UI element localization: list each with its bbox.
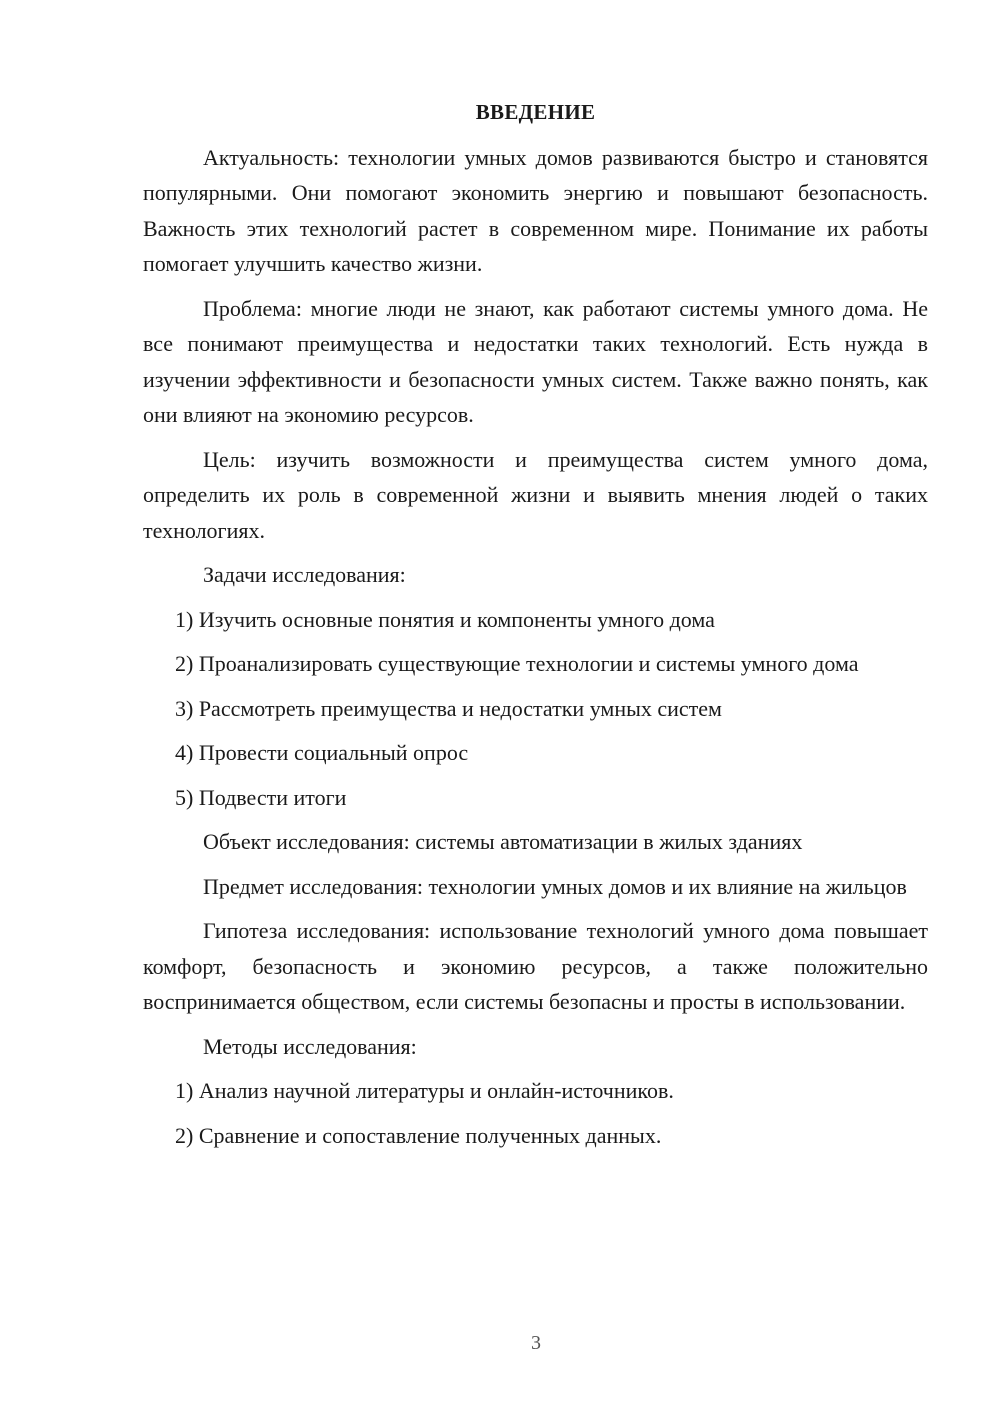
page-number: 3 [531,1332,541,1354]
object-paragraph: Объект исследования: системы автоматизации в жилых зданиях [203,829,803,854]
task-item: 2) Проанализировать существующие технологии и системы умного дома [175,651,859,676]
task-item: 1) Изучить основные понятия и компоненты умного дома [175,606,715,632]
document-page [143,95,928,1162]
method-item: 2) Сравнение и сопоставление полученных данных. [175,1122,662,1148]
section-title: ВВЕДЕНИЕ [475,100,596,124]
task-item: 5) Подвести итоги [175,784,347,810]
tasks-heading: Задачи исследования: [203,562,406,587]
goal-paragraph: Цель: изучить возможности и преимущества систем умного дома, определить их роль в современной жизни и выявить мнения людей о таких технологиях. [143,446,928,543]
subject-paragraph: Предмет исследования: технологии умных домов и их влияние на жильцов [203,873,907,899]
methods-heading: Методы исследования: [203,1033,417,1059]
hypothesis-paragraph: Гипотеза исследования: использование технологий умного дома повышает комфорт, безопасность и экономию ресурсов, а также положительно воспринимается обществом, если системы безопасны и просты в использовании. [143,918,928,1014]
task-item: 4) Провести социальный опрос [175,740,469,765]
task-item: 3) Рассмотреть преимущества и недостатки умных систем [175,695,722,721]
method-item: 1) Анализ научной литературы и онлайн-источников. [175,1078,674,1103]
problem-paragraph: Проблема: многие люди не знают, как работают системы умного дома. Не все понимают преимущества и недостатки таких технологий. Есть нужда в изучении эффективности и безопасности умных систем. Также важно понять, как они влияют на экономию ресурсов. [143,295,928,427]
relevance-paragraph: Актуальность: технологии умных домов развиваются быстро и становятся популярными. Они помогают экономить энергию и повышают безопасность. Важность этих технологий растет в современном мире. Понимание их работы помогает улучшить качество жизни. [143,144,928,276]
